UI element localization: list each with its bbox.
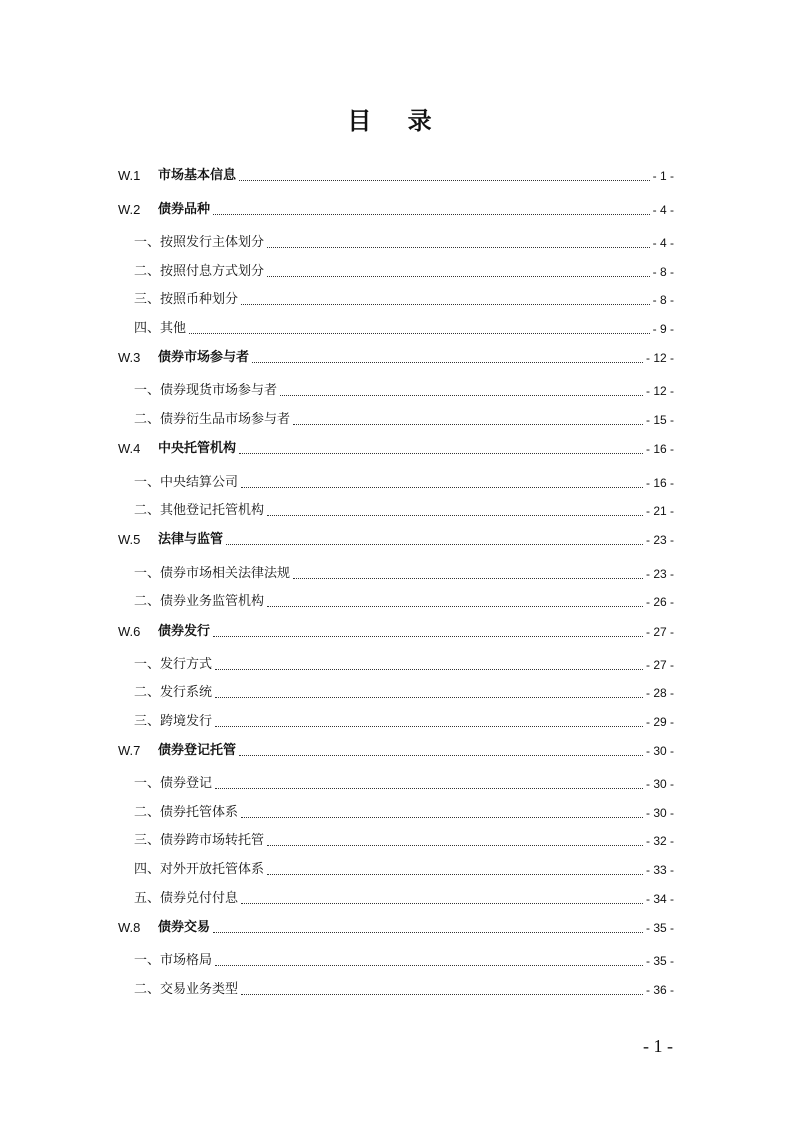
dot-leader xyxy=(241,994,643,995)
toc-entry-page: - 26 - xyxy=(645,595,674,609)
toc-entry-title: 债券品种 xyxy=(158,202,211,217)
toc-entry-title: 三、跨境发行 xyxy=(134,714,213,729)
toc-chapter-number: W.5 xyxy=(118,532,141,547)
toc-entry-page: - 9 - xyxy=(652,322,674,336)
dot-leader xyxy=(267,515,643,516)
toc-entry-page: - 15 - xyxy=(645,413,674,427)
toc-chapter-w4[interactable] xyxy=(118,439,674,459)
toc-entry-title: 一、债券市场相关法律法规 xyxy=(134,566,291,581)
toc-entry-page: - 30 - xyxy=(645,744,674,758)
toc-entry-title: 二、按照付息方式划分 xyxy=(134,264,265,279)
toc-entry-page: - 35 - xyxy=(645,921,674,935)
toc-entry-page: - 27 - xyxy=(645,658,674,672)
toc-section[interactable] xyxy=(134,381,674,401)
toc-entry-page: - 16 - xyxy=(645,476,674,490)
page-title: 目 录 xyxy=(347,106,446,135)
toc-chapter-w6[interactable] xyxy=(118,622,674,642)
dot-leader xyxy=(267,276,650,277)
dot-leader xyxy=(215,965,643,966)
dot-leader xyxy=(189,333,650,334)
toc-entry-page: - 36 - xyxy=(645,983,674,997)
toc-section[interactable] xyxy=(134,501,674,521)
toc-section[interactable] xyxy=(134,831,674,851)
toc-chapter-number: W.4 xyxy=(118,441,141,456)
dot-leader xyxy=(241,817,643,818)
toc-section[interactable] xyxy=(134,860,674,880)
toc-entry-page: - 29 - xyxy=(645,715,674,729)
toc-entry-title: 法律与监管 xyxy=(158,532,224,547)
dot-leader xyxy=(215,697,643,698)
toc-entry-title: 四、其他 xyxy=(134,321,187,336)
dot-leader xyxy=(215,669,643,670)
dot-leader xyxy=(280,395,643,396)
toc-entry-title: 债券发行 xyxy=(158,624,211,639)
page-number: - 1 - xyxy=(643,1036,673,1056)
toc-section[interactable] xyxy=(134,290,674,310)
toc-entry-title: 二、债券业务监管机构 xyxy=(134,594,265,609)
toc-entry-page: - 33 - xyxy=(645,863,674,877)
toc-entry-page: - 8 - xyxy=(652,265,674,279)
toc-section[interactable] xyxy=(134,410,674,430)
toc-entry-title: 债券交易 xyxy=(158,920,211,935)
toc-chapter-w7[interactable] xyxy=(118,741,674,761)
toc-section[interactable] xyxy=(134,655,674,675)
toc-entry-page: - 23 - xyxy=(645,567,674,581)
toc-section[interactable] xyxy=(134,774,674,794)
dot-leader xyxy=(252,362,643,363)
toc-entry-page: - 27 - xyxy=(645,625,674,639)
toc-entry-title: 二、发行系统 xyxy=(134,685,213,700)
toc-entry-page: - 32 - xyxy=(645,834,674,848)
dot-leader xyxy=(267,247,650,248)
dot-leader xyxy=(293,424,643,425)
toc-entry-page: - 30 - xyxy=(645,806,674,820)
toc-entry-page: - 12 - xyxy=(645,384,674,398)
dot-leader xyxy=(267,606,643,607)
toc-section[interactable] xyxy=(134,262,674,282)
toc-entry-page: - 35 - xyxy=(645,954,674,968)
toc-section[interactable] xyxy=(134,712,674,732)
toc-chapter-number: W.3 xyxy=(118,350,141,365)
dot-leader xyxy=(239,180,650,181)
dot-leader xyxy=(215,726,643,727)
toc-entry-title: 一、市场格局 xyxy=(134,953,213,968)
toc-entry-title: 市场基本信息 xyxy=(158,168,237,183)
toc-section[interactable] xyxy=(134,803,674,823)
toc-entry-page: - 1 - xyxy=(652,169,674,183)
toc-section[interactable] xyxy=(134,951,674,971)
toc-section[interactable] xyxy=(134,889,674,909)
toc-entry-title: 二、其他登记托管机构 xyxy=(134,503,265,518)
toc-entry-page: - 8 - xyxy=(652,293,674,307)
toc-section[interactable] xyxy=(134,319,674,339)
toc-section[interactable] xyxy=(134,592,674,612)
toc-entry-title: 一、中央结算公司 xyxy=(134,475,239,490)
toc-section[interactable] xyxy=(134,473,674,493)
toc-chapter-number: W.6 xyxy=(118,624,141,639)
toc-section[interactable] xyxy=(134,683,674,703)
toc-entry-title: 一、按照发行主体划分 xyxy=(134,235,265,250)
dot-leader xyxy=(213,932,643,933)
toc-entry-title: 中央托管机构 xyxy=(158,441,237,456)
dot-leader xyxy=(241,487,643,488)
toc-chapter-w8[interactable] xyxy=(118,918,674,938)
dot-leader xyxy=(239,755,643,756)
toc-entry-title: 债券市场参与者 xyxy=(158,350,250,365)
dot-leader xyxy=(293,578,643,579)
toc-chapter-number: W.8 xyxy=(118,920,141,935)
toc-chapter-number: W.2 xyxy=(118,202,141,217)
toc-chapter-w5[interactable] xyxy=(118,530,674,550)
dot-leader xyxy=(213,214,650,215)
toc-entry-page: - 4 - xyxy=(652,203,674,217)
toc-entry-page: - 21 - xyxy=(645,504,674,518)
toc-entry-page: - 28 - xyxy=(645,686,674,700)
toc-section[interactable] xyxy=(134,980,674,1000)
toc-chapter-number: W.7 xyxy=(118,743,141,758)
dot-leader xyxy=(241,903,643,904)
toc-entry-title: 一、发行方式 xyxy=(134,657,213,672)
toc-entry-page: - 23 - xyxy=(645,533,674,547)
toc-entry-title: 债券登记托管 xyxy=(158,743,237,758)
toc-entry-page: - 4 - xyxy=(652,236,674,250)
toc-entry-title: 二、债券衍生品市场参与者 xyxy=(134,412,291,427)
toc-chapter-w1[interactable] xyxy=(118,166,674,186)
toc-entry-title: 五、债券兑付付息 xyxy=(134,891,239,906)
toc-entry-title: 一、债券现货市场参与者 xyxy=(134,383,278,398)
toc-entry-title: 一、债券登记 xyxy=(134,776,213,791)
toc-section[interactable] xyxy=(134,233,674,253)
toc-entry-page: - 12 - xyxy=(645,351,674,365)
toc-chapter-w3[interactable] xyxy=(118,348,674,368)
toc-chapter-w2[interactable] xyxy=(118,200,674,220)
toc-entry-page: - 16 - xyxy=(645,442,674,456)
toc-section[interactable] xyxy=(134,564,674,584)
toc-entry-page: - 34 - xyxy=(645,892,674,906)
toc-entry-title: 三、债券跨市场转托管 xyxy=(134,833,265,848)
table-of-contents xyxy=(118,0,674,1122)
dot-leader xyxy=(215,788,643,789)
toc-entry-title: 三、按照币种划分 xyxy=(134,292,239,307)
toc-entry-title: 二、债券托管体系 xyxy=(134,805,239,820)
toc-entry-page: - 30 - xyxy=(645,777,674,791)
dot-leader xyxy=(213,636,643,637)
toc-entry-title: 二、交易业务类型 xyxy=(134,982,239,997)
toc-entry-title: 四、对外开放托管体系 xyxy=(134,862,265,877)
dot-leader xyxy=(267,874,643,875)
dot-leader xyxy=(241,304,650,305)
dot-leader xyxy=(267,845,643,846)
dot-leader xyxy=(239,453,643,454)
toc-chapter-number: W.1 xyxy=(118,168,141,183)
dot-leader xyxy=(226,544,643,545)
